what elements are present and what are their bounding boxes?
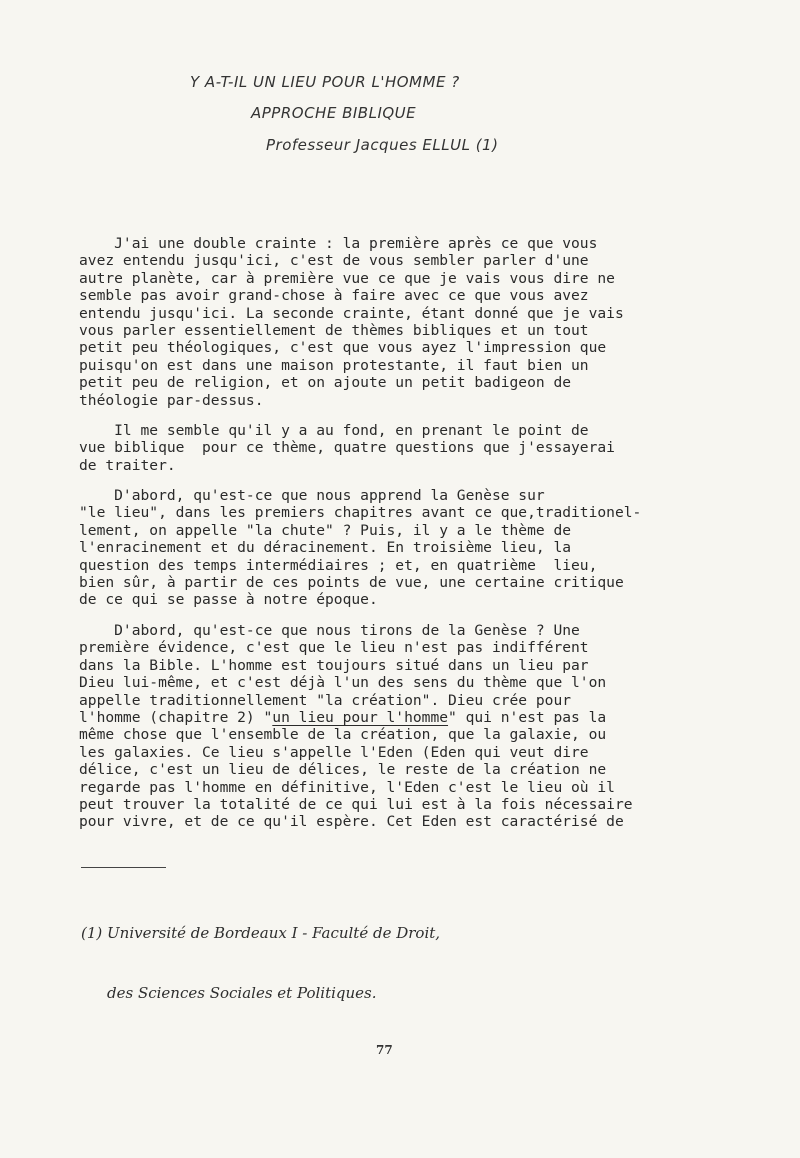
paragraph-4 <box>79 622 639 831</box>
text-line: petit peu de religion, et on ajoute un petit badigeon de <box>79 374 572 392</box>
text-line: lement, on appelle "la chute" ? Puis, il y a le thème de <box>79 521 572 539</box>
underlined-phrase: un lieu pour l'homme <box>272 709 449 727</box>
text-line-with-underline <box>79 709 639 726</box>
page-number: 77 <box>376 1043 393 1057</box>
text-line: "le lieu", dans les premiers chapitres avant ce que,traditionel- <box>79 504 642 522</box>
text-line: délice, c'est un lieu de délices, le reste de la création ne <box>79 761 607 779</box>
document-subtitle: APPROCHE BIBLIQUE <box>251 104 417 122</box>
text-line: semble pas avoir grand-chose à faire avec ce que vous avez <box>79 287 589 305</box>
text-line: autre planète, car à première vue ce que je vais vous dire ne <box>79 269 615 287</box>
text-segment: l'homme (chapitre 2) " <box>79 709 273 727</box>
text-line: les galaxies. Ce lieu s'appelle l'Eden (Eden qui veut dire <box>79 743 589 761</box>
paragraph-3 <box>79 487 642 609</box>
text-line: même chose que l'ensemble de la création, que la galaxie, ou <box>79 726 607 744</box>
text-line: de traiter. <box>79 456 176 474</box>
text-line: avez entendu jusqu'ici, c'est de vous sembler parler d'une <box>79 252 589 270</box>
text-line: vue biblique pour ce thème, quatre questions que j'essayerai <box>79 439 615 457</box>
text-line: l'enracinement et du déracinement. En troisième lieu, la <box>79 539 572 557</box>
footnote-line: (1) Université de Bordeaux I - Faculté de Droit, <box>81 924 441 942</box>
text-line: puisqu'on est dans une maison protestante, il faut bien un <box>79 356 589 374</box>
text-line: première évidence, c'est que le lieu n'est pas indifférent <box>79 639 589 657</box>
text-line: petit peu théologiques, c'est que vous ayez l'impression que <box>79 339 607 357</box>
text-line: Il me semble qu'il y a au fond, en prenant le point de <box>79 422 589 439</box>
paragraph-1 <box>79 235 639 409</box>
text-line: peut trouver la totalité de ce qui lui est à la fois nécessaire <box>79 796 633 814</box>
text-line: appelle traditionnellement "la création". Dieu crée pour <box>79 691 572 709</box>
text-line: bien sûr, à partir de ces points de vue, une certaine critique <box>79 574 624 592</box>
text-line: entendu jusqu'ici. La seconde crainte, étant donné que je vais <box>79 304 624 322</box>
text-line: vous parler essentiellement de thèmes bibliques et un tout <box>79 322 589 340</box>
text-line: J'ai une double crainte : la première après ce que vous <box>79 235 598 252</box>
text-line: pour vivre, et de ce qu'il espère. Cet Eden est caractérisé de <box>79 813 624 831</box>
text-line: dans la Bible. L'homme est toujours situé dans un lieu par <box>79 656 589 674</box>
text-line: question des temps intermédiaires ; et, en quatrième lieu, <box>79 556 598 574</box>
paragraph-2 <box>79 422 639 474</box>
footnote-line: des Sciences Sociales et Politiques. <box>107 984 377 1002</box>
text-line: D'abord, qu'est-ce que nous tirons de la Genèse ? Une <box>79 622 580 639</box>
text-line: Dieu lui-même, et c'est déjà l'un des sens du thème que l'on <box>79 674 607 692</box>
text-line: regarde pas l'homme en définitive, l'Eden c'est le lieu où il <box>79 778 615 796</box>
text-line: théologie par-dessus. <box>79 391 264 409</box>
footnote-divider <box>81 867 166 868</box>
text-segment: " qui n'est pas la <box>448 709 607 727</box>
author-line: Professeur Jacques ELLUL (1) <box>266 136 499 154</box>
text-line: D'abord, qu'est-ce que nous apprend la Genèse sur <box>79 487 545 504</box>
text-line: de ce qui se passe à notre époque. <box>79 591 378 609</box>
document-title: Y A-T-IL UN LIEU POUR L'HOMME ? <box>190 73 460 91</box>
footnote <box>81 883 440 1043</box>
